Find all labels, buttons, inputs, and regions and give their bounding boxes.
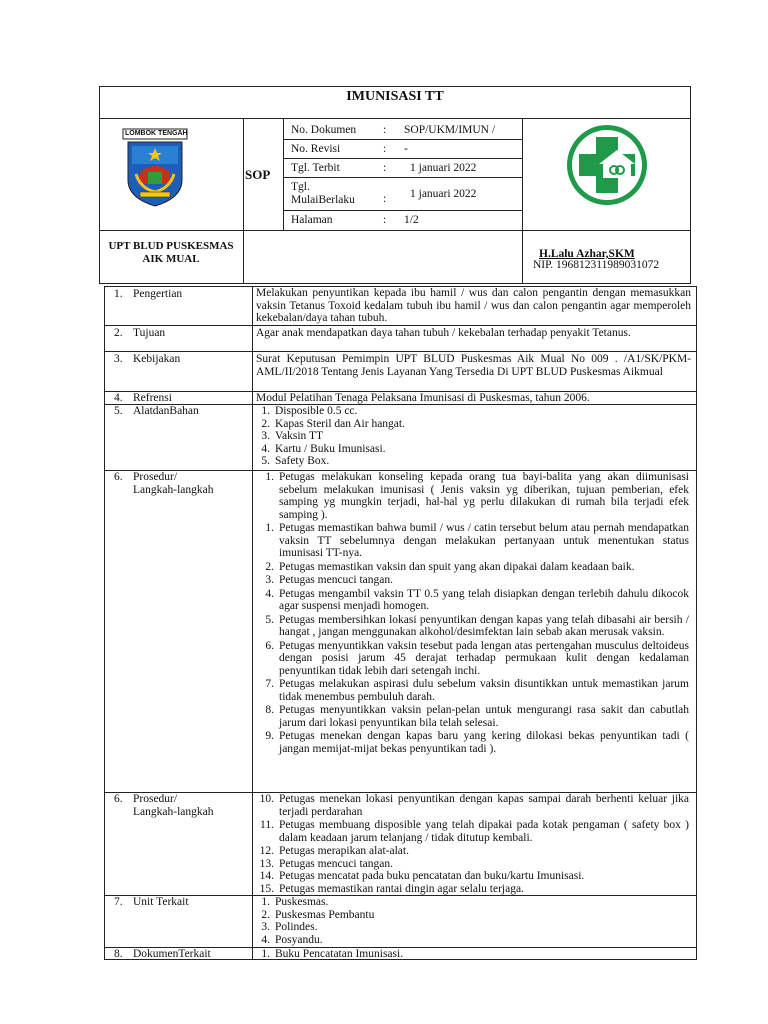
list-item: 4. Kartu / Buku Imunisasi.: [261, 442, 386, 455]
list-item: 9. Petugas menekan dengan kapas baru yang kering dilokasi bekas penyuntikan tadi ( jangan memijat-mijat bekas penyuntikan tadi ).: [265, 730, 689, 755]
list-item: 4. Posyandu.: [261, 933, 323, 946]
row-line: [104, 351, 697, 352]
org-name: UPT BLUD PUSKESMAS AIK MUAL: [108, 240, 234, 265]
section-number: 6.: [114, 793, 123, 805]
list-item: 4. Petugas mengambil vaksin TT 0.5 yang telah disiapkan dengan terlebih dahulu dikocok agar suspensi menjadi homogen.: [265, 587, 689, 612]
lombok-tengah-logo: [122, 128, 188, 208]
header-divider: [99, 230, 691, 231]
prosedur-list-1: [256, 471, 689, 755]
list-item: 8. Petugas menyuntikkan vaksin pelan-pelan untuk mengurangi rasa sakit dan cabutlah jarum dari lokasi penyuntikan bila telah selesai.: [265, 704, 689, 729]
list-item: 2. Petugas memastikan vaksin dan spuit yang akan dipakai dalam keadaan baik.: [265, 560, 635, 573]
list-item: 1. Puskesmas.: [261, 896, 329, 908]
list-item: 3. Petugas mencuci tangan.: [265, 574, 394, 586]
section-number: 5.: [114, 405, 123, 417]
list-item: 1. Petugas memastikan bahwa bumil / wus / catin tersebut belum atau pernah mendapatkan vaksin TT sebelumnya dengan melakukan pertanyaan untuk menentukan status imunisasi TT-nya.: [265, 522, 689, 559]
section-label-prosedur: Prosedur/: [133, 793, 178, 805]
meta-value: 1 januari 2022: [410, 162, 477, 174]
document-title: IMUNISASI TT: [346, 89, 444, 104]
row-line: [104, 325, 697, 326]
list-item: 1. Buku Pencatatan Imunisasi.: [261, 948, 404, 960]
header-divider: [99, 118, 691, 119]
meta-row-line: [283, 177, 522, 178]
list-item: 1. Petugas melakukan konseling kepada orang tua bayi-balita yang akan diimunisasi sebelum melakukan imunisasi ( Jenis vaksin yg diberikan, tujuan pemberian, efek samping yg mungkin terjadi, hal-hal yg perlu dilakukan di rumah bila terjadi efek samping ).: [265, 471, 689, 521]
list-item: 12. Petugas merapikan alat-alat.: [259, 845, 409, 857]
meta-colon: :: [383, 214, 387, 226]
list-item: 7. Petugas melakukan aspirasi dulu sebelum vaksin disuntikkan untuk memastikan jarum tidak menembus pembuluh darah.: [265, 678, 689, 703]
section-number: 4.: [114, 392, 123, 404]
meta-label: Tgl. MulaiBerlaku: [291, 181, 355, 206]
section-number: 7.: [114, 896, 123, 908]
section-label-prosedur: Langkah-langkah: [133, 806, 214, 818]
section-text-pengertian: Melakukan penyuntikan kepada ibu hamil / wus dan calon pengantin dengan memasukkan vaksin Tetanus Toxoid kedalam tubuh ibu hamil / wus dan calon pengantin agar memperoleh kekebalan/daya tahan tubuh.: [256, 287, 691, 324]
meta-row-line: [283, 139, 522, 140]
list-item: 5. Petugas membersihkan lokasi penyuntikan dengan kapas yang telah dibasahi air bersih / hangat , jangan menggunakan alkohol/desimfektan lain sebab akan merusak vaksin.: [265, 613, 689, 638]
dokumen-list: [252, 948, 687, 961]
list-item: 2. Kapas Steril dan Air hangat.: [261, 417, 405, 430]
list-item: 1. Disposible 0.5 cc.: [261, 405, 358, 417]
body-col-line: [252, 286, 253, 960]
meta-label: Halaman: [291, 214, 333, 226]
section-number: 1.: [114, 288, 123, 300]
meta-row-line: [283, 158, 522, 159]
meta-row-line: [283, 210, 522, 211]
meta-colon: :: [383, 143, 387, 155]
list-item: 10. Petugas menekan lokasi penyuntikan dengan kapas sampai darah berhenti keluar jika terjadi perdarahan: [259, 793, 689, 818]
meta-label: No. Revisi: [291, 143, 341, 155]
section-label-dokumen: DokumenTerkait: [133, 948, 211, 960]
section-number: 8.: [114, 948, 123, 960]
prosedur-list-2: [256, 793, 689, 895]
section-label-alat: AlatdanBahan: [133, 405, 199, 417]
list-item: 14. Petugas mencatat pada buku pencatatan dan buku/kartu Imunisasi.: [259, 870, 585, 882]
puskesmas-logo: [557, 120, 657, 210]
section-label-unit: Unit Terkait: [133, 896, 189, 908]
section-label-kebijakan: Kebijakan: [133, 353, 181, 365]
meta-colon: :: [383, 124, 387, 136]
meta-label: Tgl. Terbit: [291, 162, 340, 174]
meta-value: -: [404, 143, 408, 155]
meta-value: 1/2: [404, 214, 419, 226]
section-label-refrensi: Refrensi: [133, 392, 172, 404]
sop-label: SOP: [245, 167, 271, 182]
list-item: 13. Petugas mencuci tangan.: [259, 857, 394, 870]
list-item: 3. Polindes.: [261, 921, 318, 933]
section-text-kebijakan: Surat Keputusan Pemimpin UPT BLUD Puskesmas Aik Mual No 009 . /A1/SK/PKM-AML/II/2018 Tentang Jenis Layanan Yang Tersedia Di UPT BLUD Puskesmas Aikmual: [256, 353, 691, 378]
meta-value: SOP/UKM/IMUN /: [404, 124, 496, 136]
alat-list: [252, 405, 687, 468]
header-col-line: [283, 118, 284, 230]
section-number: 6.: [114, 471, 123, 483]
logo-banner-text: LOMBOK TENGAH: [125, 130, 188, 137]
section-label-tujuan: Tujuan: [133, 327, 166, 339]
list-item: 5. Safety Box.: [261, 455, 330, 467]
list-item: 6. Petugas menyuntikkan vaksin tesebut pada lengan atas pertengahan musculus deltoideus dengan posisi jarum 45 derajat terhadap permukaan kulit dengan kedalaman penyuntikan tidak lebih dari setengah inchi.: [265, 639, 689, 677]
signer-name: H.Lalu Azhar,SKM: [539, 248, 635, 260]
section-number: 3.: [114, 353, 123, 365]
list-item: 15. Petugas memastikan rantai dingin agar selalu terjaga.: [259, 882, 524, 895]
unit-list: [252, 896, 687, 946]
list-item: 2. Puskesmas Pembantu: [261, 908, 375, 921]
meta-label: No. Dokumen: [291, 124, 357, 136]
section-label-prosedur: Prosedur/: [133, 471, 178, 483]
section-label-prosedur: Langkah-langkah: [133, 484, 214, 496]
section-text-tujuan: Agar anak mendapatkan daya tahan tubuh / kekebalan terhadap penyakit Tetanus.: [256, 327, 631, 339]
meta-value: 1 januari 2022: [410, 188, 477, 200]
header-col-line: [243, 118, 244, 284]
header-col-line: [522, 118, 523, 284]
section-text-refrensi: Modul Pelatihan Tenaga Pelaksana Imunisasi di Puskesmas, tahun 2006.: [256, 392, 590, 404]
meta-colon: :: [383, 193, 387, 205]
list-item: 11. Petugas membuang disposible yang telah dipakai pada kotak pengaman ( safety box ) dalam keadaan jarum telanjang / tidak ditutup kembali.: [260, 819, 689, 844]
meta-colon: :: [383, 162, 387, 174]
signer-nip: NIP. 196812311989031072: [533, 259, 660, 271]
list-item: 3. Vaksin TT: [261, 430, 324, 442]
section-label-pengertian: Pengertian: [133, 288, 183, 300]
section-number: 2.: [114, 327, 123, 339]
